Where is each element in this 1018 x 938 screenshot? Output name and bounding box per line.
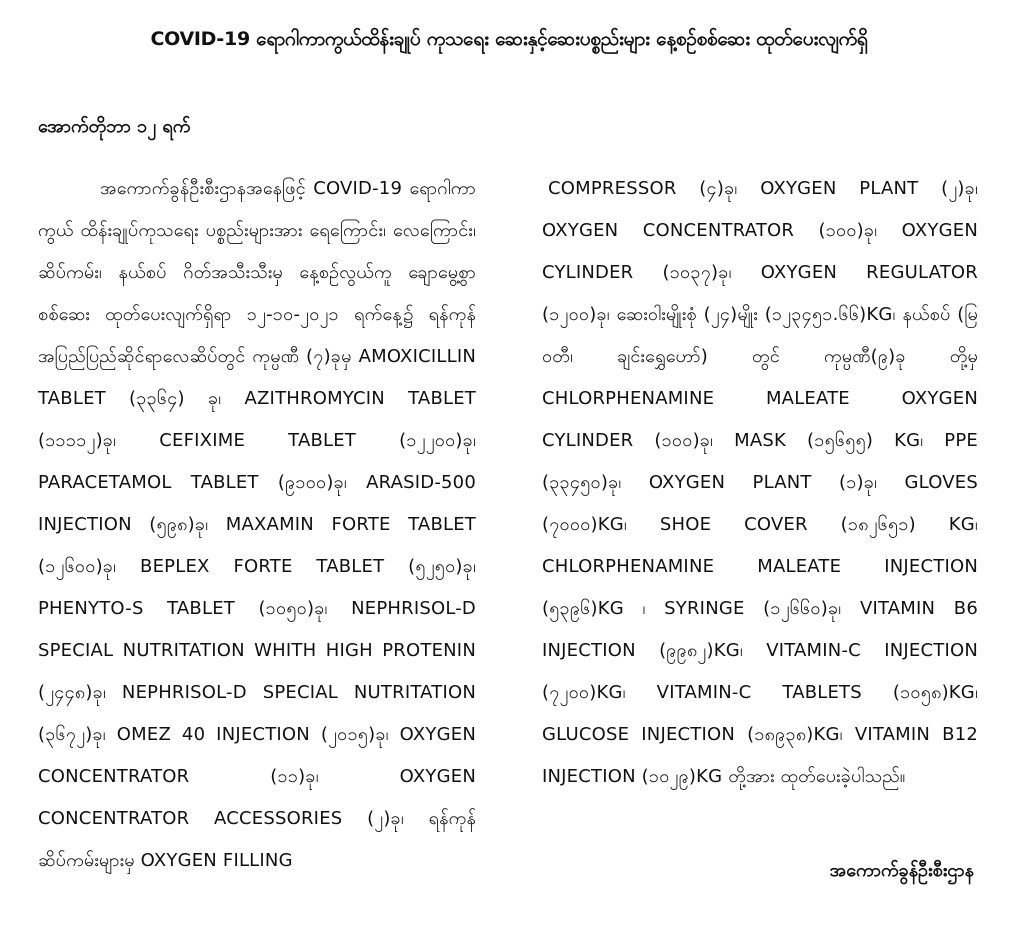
body-column-left [38, 168, 476, 882]
document-title: COVID-19 ရောဂါကာကွယ်ထိန်းချုပ် ကုသရေး ဆေးနှင့်ဆေးပစ္စည်းများ နေ့စဉ်စစ်ဆေး ထုတ်ပေးလျက်ရှိ [150, 28, 868, 50]
body-paragraph-right: COMPRESSOR (၄)ခု၊ OXYGEN PLANT (၂)ခု၊ OXYGEN CONCENTRATOR (၁၀၀)ခု၊ OXYGEN CYLINDER (၁၀၃၇)ခု၊ OXYGEN REGULATOR (၁၂၀၀)ခု၊ ဆေးဝါးမျိုးစုံ (၂၄)မျိုး (၁၂၃၄၅၁.၆၆)KG၊ နယ်စပ် (မြဝတီ၊ ချင်းရွှေဟော်) တွင် ကုမ္ပဏီ(၉)ခု တို့မှ CHLORPHENAMINE MALEATE OXYGEN CYLINDER (၁၀၀)ခု၊ MASK (၁၅၆၅၅) KG၊ PPE (၃၃၄၅၀)ခု၊ OXYGEN PLANT (၁)ခု၊ GLOVES (၇၀၀၀)KG၊ SHOE COVER (၁၈၂၆၅၁) KG၊ CHLORPHENAMINE MALEATE INJECTION (၅၃၉၆)KG ၊ SYRINGE (၁၂၆၆၀)ခု၊ VITAMIN B6 INJECTION (၉၉၈၂)KG၊ VITAMIN-C INJECTION (၇၂၀၀)KG၊ VITAMIN-C TABLETS (၁၀၅၈)KG၊ GLUCOSE INJECTION (၁၈၉၃၈)KG၊ VITAMIN B12 INJECTION (၁၀၂၉)KG တို့အား ထုတ်ပေးခဲ့ပါသည်။ [542, 178, 978, 787]
signature-department: အကောက်ခွန်ဦးစီးဌာန [829, 860, 974, 881]
body-paragraph-left: အကောက်ခွန်ဦးစီးဌာနအနေဖြင့် COVID-19 ရောဂါကာကွယ် ထိန်းချုပ်ကုသရေး ပစ္စည်းများအား ရေကြောင်း၊ လေကြောင်း၊ ဆိပ်ကမ်း၊ နယ်စပ် ဂိတ်အသီးသီးမှ နေ့စဉ်လွယ်ကူ ချောမွေ့စွာစစ်ဆေး ထုတ်ပေးလျက်ရှိရာ ၁၂-၁၀-၂၀၂၁ ရက်နေ့၌ ရန်ကုန်အပြည်ပြည်ဆိုင်ရာလေဆိပ်တွင် ကုမ္ပဏီ (၇)ခုမှ AMOXICILLIN TABLET (၃၃၆၄) ခု၊ AZITHROMYCIN TABLET (၁၁၁၁၂)ခု၊ CEFIXIME TABLET (၁၂၂၀၀)ခု၊ PARACETAMOL TABLET (၉၁၀၀)ခု၊ ARASID-500 INJECTION (၅၉၈)ခု၊ MAXAMIN FORTE TABLET (၁၂၆၀၀)ခု၊ BEPLEX FORTE TABLET (၅၂၅၀)ခု၊ PHENYTO-S TABLET (၁၀၅၀)ခု၊ NEPHRISOL-D SPECIAL NUTRITATION WHITH HIGH PROTENIN (၂၄၄၈)ခု၊ NEPHRISOL-D SPECIAL NUTRITATION (၃၆၇၂)ခု၊ OMEZ 40 INJECTION (၂၀၁၅)ခု၊ OXYGEN CONCENTRATOR (၁၁)ခု၊ OXYGEN CONCENTRATOR ACCESSORIES (၂)ခု၊ ရန်ကုန်ဆိပ်ကမ်းများမှ OXYGEN FILLING [38, 178, 476, 871]
document-date: အောက်တိုဘာ ၁၂ ရက် [38, 116, 191, 137]
body-column-right [542, 168, 978, 798]
